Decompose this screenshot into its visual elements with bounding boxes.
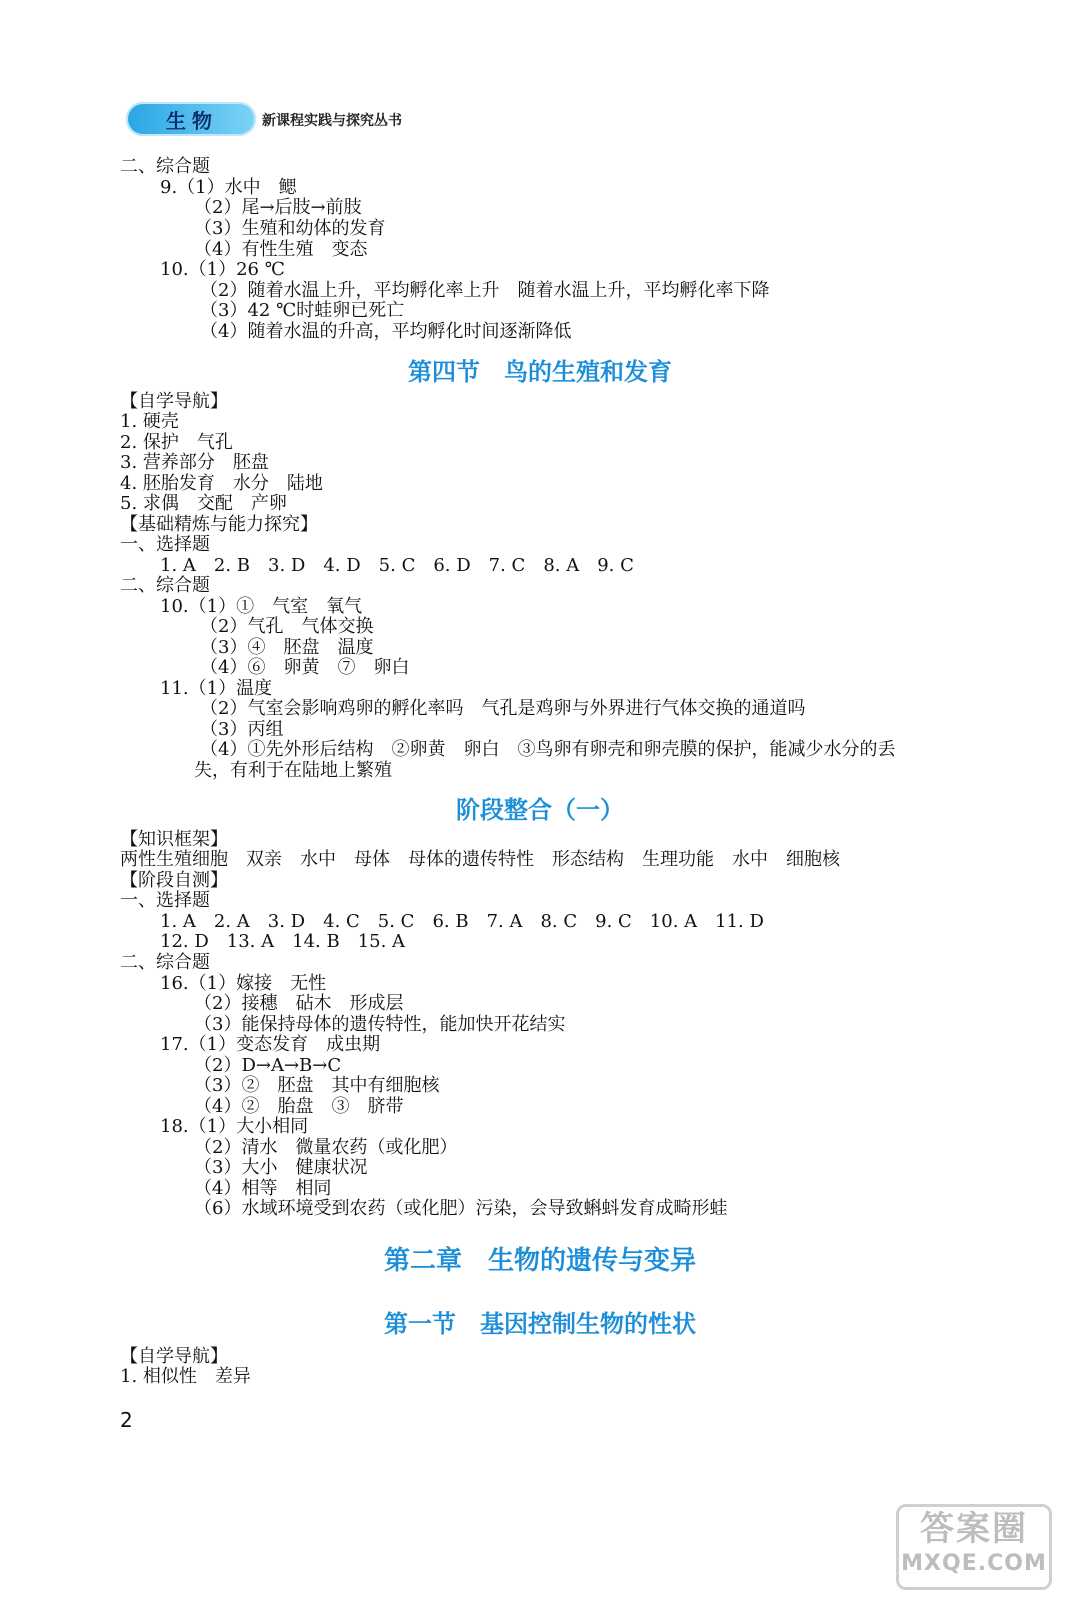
answer-line: （2）气孔 气体交换 [200, 616, 374, 637]
page-number: 2 [120, 1408, 133, 1432]
answer-line: 11.（1）温度 [160, 678, 273, 699]
answer-line: （3）生殖和幼体的发育 [194, 218, 386, 239]
answer-line: 一、选择题 [120, 534, 210, 555]
answer-line: 二、综合题 [120, 575, 210, 596]
answer-line: （6）水域环境受到农药（或化肥）污染，会导致蝌蚪发育成畸形蛙 [194, 1198, 728, 1219]
watermark-logo [896, 1504, 1052, 1590]
section-heading: 第一节 基因控制生物的性状 [384, 1310, 696, 1338]
answer-line: 9.（1）水中 鳃 [160, 177, 297, 198]
answer-line: （4）随着水温的升高，平均孵化时间逐渐降低 [200, 321, 572, 342]
answer-line: （4）相等 相同 [194, 1178, 332, 1199]
answer-line: 二、综合题 [120, 156, 210, 177]
answer-line: 一、选择题 [120, 890, 210, 911]
answer-line: （3）大小 健康状况 [194, 1157, 368, 1178]
answer-line: （3）能保持母体的遗传特性，能加快开花结实 [194, 1014, 566, 1035]
answer-line: 10.（1）① 气室 氧气 [160, 596, 363, 617]
answer-line: 5. 求偶 交配 产卵 [120, 493, 287, 514]
answer-line: （2）接穗 砧木 形成层 [194, 993, 404, 1014]
answer-line: （3）④ 胚盘 温度 [200, 637, 374, 658]
answer-line: 4. 胚胎发育 水分 陆地 [120, 473, 323, 494]
answer-line: 1. 相似性 差异 [120, 1366, 251, 1387]
section-heading: 阶段整合（一） [456, 796, 624, 824]
answer-line: 【基础精炼与能力探究】 [120, 514, 318, 535]
answer-line: 16.（1）嫁接 无性 [160, 973, 327, 994]
watermark-text-top: 答案圈 [920, 1509, 1028, 1549]
answer-line: 【知识框架】 [120, 829, 228, 850]
section-heading: 第二章 生物的遗传与变异 [383, 1246, 696, 1276]
subject-badge [126, 102, 256, 136]
answer-line: 二、综合题 [120, 952, 210, 973]
answer-line: 【自学导航】 [120, 391, 228, 412]
answer-line: （4）② 胎盘 ③ 脐带 [194, 1096, 404, 1117]
answer-line: （4）①先外形后结构 ②卵黄 卵白 ③鸟卵有卵壳和卵壳膜的保护，能减少水分的丢 [200, 739, 896, 760]
answer-line: （2）气室会影响鸡卵的孵化率吗 气孔是鸡卵与外界进行气体交换的通道吗 [200, 698, 806, 719]
answer-line: 12. D 13. A 14. B 15. A [160, 931, 406, 952]
answer-line: 17.（1）变态发育 成虫期 [160, 1034, 381, 1055]
answer-line: 失，有利于在陆地上繁殖 [194, 760, 392, 781]
page-header [126, 102, 466, 136]
answer-line: （2）D→A→B→C [194, 1055, 342, 1076]
answer-line: （3）42 ℃时蛙卵已死亡 [200, 300, 405, 321]
answer-line: （4）⑥ 卵黄 ⑦ 卵白 [200, 657, 410, 678]
answer-line: （3）② 胚盘 其中有细胞核 [194, 1075, 440, 1096]
answer-line: 18.（1）大小相同 [160, 1116, 309, 1137]
subject-label: 生物 [166, 109, 218, 133]
section-heading: 第四节 鸟的生殖和发育 [408, 358, 672, 386]
answer-line: 【阶段自测】 [120, 870, 228, 891]
answer-line: （2）随着水温上升，平均孵化率上升 随着水温上升，平均孵化率下降 [200, 280, 770, 301]
series-title: 新课程实践与探究丛书 [262, 113, 402, 129]
answer-line: （2）清水 微量农药（或化肥） [194, 1137, 458, 1158]
watermark-text-bottom: MXQE.COM [901, 1551, 1047, 1576]
answer-line: 2. 保护 气孔 [120, 432, 233, 453]
answer-line: （4）有性生殖 变态 [194, 239, 368, 260]
answer-line: （3）丙组 [200, 719, 284, 740]
answer-line: 1. A 2. B 3. D 4. D 5. C 6. D 7. C 8. A 9. C [160, 555, 634, 576]
answer-line: 两性生殖细胞 双亲 水中 母体 母体的遗传特性 形态结构 生理功能 水中 细胞核 [120, 849, 840, 870]
answer-line: 【自学导航】 [120, 1346, 228, 1367]
answer-line: 10.（1）26 ℃ [160, 259, 285, 280]
answer-line: 1. A 2. A 3. D 4. C 5. C 6. B 7. A 8. C 9. C 10. A 11. D [160, 911, 764, 932]
answer-line: 1. 硬壳 [120, 411, 179, 432]
answer-line: 3. 营养部分 胚盘 [120, 452, 269, 473]
answer-line: （2）尾→后肢→前肢 [194, 197, 362, 218]
